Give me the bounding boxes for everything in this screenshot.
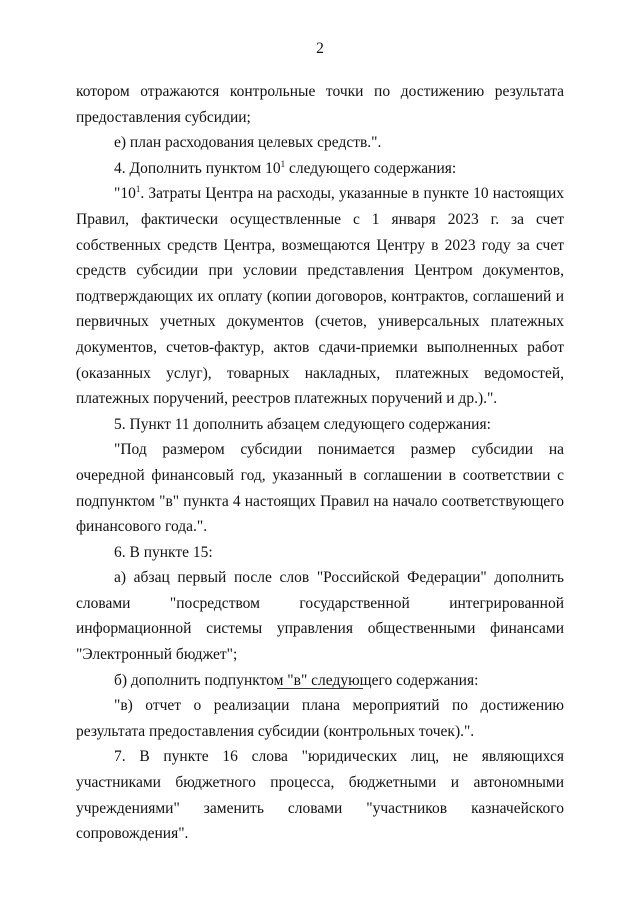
paragraph-11: 7. В пункте 16 слова "юридических лиц, не являющихся участниками бюджетного процесса, бюджетными и автономными учреждениями" заменить словами "участников казначейского сопровождения". bbox=[76, 748, 564, 843]
paragraph-4 bbox=[76, 181, 564, 411]
paragraph-2: е) план расходования целевых средств.". bbox=[114, 134, 382, 152]
paragraph-10: "в) отчет о реализации плана мероприятий по достижению результата предоставления субсидии (контрольных точек).". bbox=[76, 697, 564, 740]
paragraph-3-text: 4. Дополнить пунктом 10 bbox=[114, 159, 281, 177]
paragraph-9: б) дополнить подпунктом "в" следующего содержания: bbox=[114, 671, 479, 689]
document-body bbox=[76, 79, 564, 847]
paragraph-4-text: "10 bbox=[114, 185, 136, 203]
paragraph-1: котором отражаются контрольные точки по достижению результата предоставления субсидии; bbox=[76, 83, 564, 126]
paragraph-3-text-end: следующего содержания: bbox=[285, 159, 457, 177]
paragraph-5: 5. Пункт 11 дополнить абзацем следующего содержания: bbox=[114, 415, 491, 433]
page-number: 2 bbox=[316, 40, 324, 57]
paragraph-4-text-end: . Затраты Центра на расходы, указанные в пункте 10 настоящих Правил, фактически осуществленные с 1 января 2023 г. за счет собственных средств Центра, возмещаются Центру в 2023 году за счет средств субсидии при условии представления Центром документов, подтверждающих их оплату (копии договоров, контрактов, соглашений и первичных учетных документов (счетов, универсальных платежных документов, счетов-фактур, актов сдачи-приемки выполненных работ (оказанных услуг), товарных накладных, платежных ведомостей, платежных поручений, реестров платежных поручений и др.).". bbox=[76, 185, 564, 408]
paragraph-8: а) абзац первый после слов "Российской Федерации" дополнить словами "посредством государственной интегрированной информационной системы управления общественными финансами "Электронный бюджет"; bbox=[76, 569, 564, 664]
paragraph-6: "Под размером субсидии понимается размер субсидии на очередной финансовый год, указанный в соглашении в соответствии с подпунктом "в" пункта 4 настоящих Правил на начало соответствующего финансового года.". bbox=[76, 441, 564, 536]
superscript: 1 bbox=[280, 158, 286, 169]
end-separator-line bbox=[277, 688, 363, 689]
paragraph-3 bbox=[76, 156, 564, 182]
superscript: 1 bbox=[135, 184, 141, 195]
paragraph-7: 6. В пункте 15: bbox=[114, 543, 213, 561]
